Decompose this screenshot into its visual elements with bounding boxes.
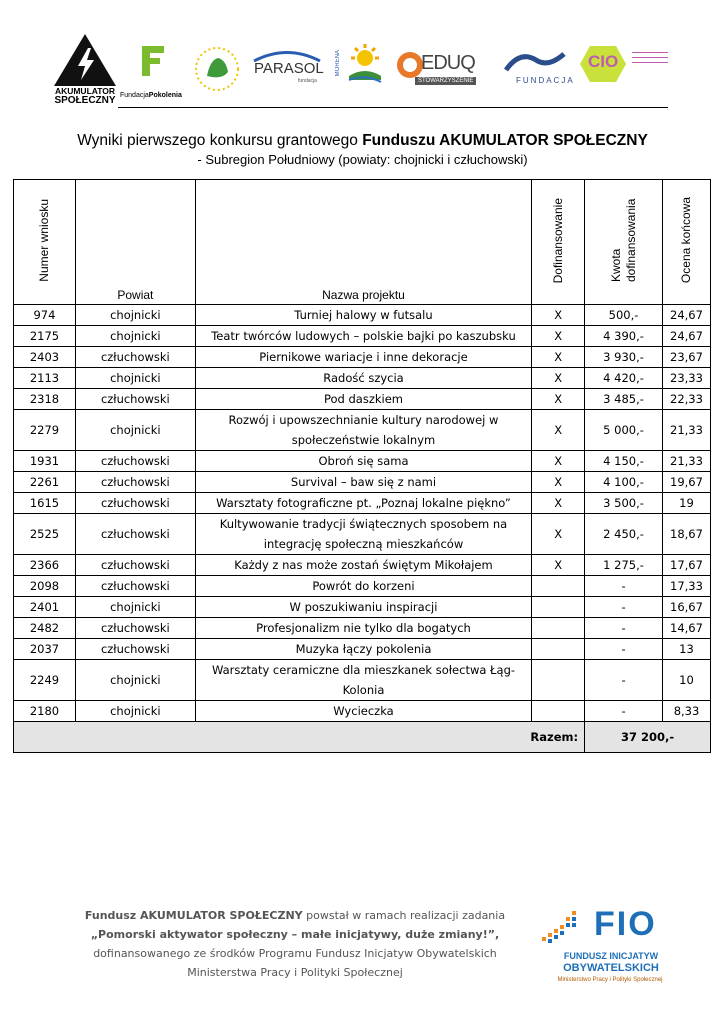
cell-ocena: 19,67 [662, 472, 710, 493]
cell-powiat: człuchowski [75, 493, 195, 514]
lgd-circle-icon [194, 46, 240, 92]
table-row [14, 347, 711, 368]
table-row [14, 555, 711, 576]
cell-nr: 2525 [14, 514, 76, 555]
cell-kwota: 3 930,- [585, 347, 663, 368]
fp-text-a: Fundacja [120, 92, 149, 99]
cell-nazwa: Muzyka łączy pokolenia [195, 639, 531, 660]
header-ocena-text: Ocena końcowa [679, 197, 694, 284]
cell-nazwa: Wycieczka [195, 701, 531, 722]
fio-sub3: Ministerstwo Pracy i Polityki Społecznej [557, 977, 663, 983]
cell-kwota: - [585, 618, 663, 639]
fundacja-text: FUNDACJA [516, 76, 575, 85]
cell-nazwa: W poszukiwaniu inspiracji [195, 597, 531, 618]
cell-powiat: człuchowski [75, 576, 195, 597]
cio-text: CIO [588, 52, 619, 71]
cell-dof: X [532, 410, 585, 451]
table-header-row [14, 180, 711, 305]
eduq-text: EDUQ [421, 52, 475, 74]
header-ocena [662, 180, 710, 305]
footer-line-2: „Pomorski aktywator społeczny – małe inicjatywy, duże zmiany!”, [90, 928, 500, 941]
cell-kwota: 4 150,- [585, 451, 663, 472]
cell-kwota: - [585, 701, 663, 722]
cell-ocena: 17,33 [662, 576, 710, 597]
cell-dof: X [532, 451, 585, 472]
cio-lines [632, 52, 668, 58]
cell-nazwa: Turniej halowy w futsalu [195, 305, 531, 326]
cell-nr: 2318 [14, 389, 76, 410]
eduq-subtext: STOWARZYSZENIE [415, 77, 476, 85]
cio-logo [578, 44, 670, 90]
cell-ocena: 24,67 [662, 305, 710, 326]
cell-ocena: 17,67 [662, 555, 710, 576]
fp-text-b: Pokolenia [148, 92, 182, 99]
fp-icon [138, 44, 168, 78]
table-row [14, 660, 711, 701]
table-row [14, 514, 711, 555]
title-prefix: Wyniki pierwszego konkursu grantowego [77, 132, 363, 149]
fio-text: FIO [594, 905, 657, 943]
table-row [14, 472, 711, 493]
cell-kwota: 3 485,- [585, 389, 663, 410]
cell-powiat: chojnicki [75, 701, 195, 722]
cell-kwota: 500,- [585, 305, 663, 326]
cell-kwota: 4 390,- [585, 326, 663, 347]
table-row [14, 451, 711, 472]
footer-text [60, 906, 530, 982]
sum-row [14, 722, 711, 753]
cell-nr: 974 [14, 305, 76, 326]
cell-powiat: chojnicki [75, 660, 195, 701]
cell-ocena: 10 [662, 660, 710, 701]
cell-dof: X [532, 472, 585, 493]
cell-dof: X [532, 555, 585, 576]
cell-nazwa: Teatr twórców ludowych – polskie bajki po kaszubsku [195, 326, 531, 347]
cell-kwota: 3 500,- [585, 493, 663, 514]
cell-nazwa: Radość szycia [195, 368, 531, 389]
cell-nazwa: Pod daszkiem [195, 389, 531, 410]
parasol-subtext: fundacja [298, 78, 317, 84]
morena-logo [335, 44, 385, 92]
cell-ocena: 23,67 [662, 347, 710, 368]
header-logos [50, 30, 670, 110]
eduq-logo [395, 50, 490, 90]
cell-nazwa: Obroń się sama [195, 451, 531, 472]
cell-dof: X [532, 493, 585, 514]
cell-nazwa: Każdy z nas może zostań świętym Mikołajem [195, 555, 531, 576]
akumulator-logo [50, 30, 120, 110]
footer-line-4: Ministerstwa Pracy i Polityki Społecznej [187, 966, 403, 979]
cell-nazwa-line2: Kolonia [342, 683, 385, 697]
cell-kwota: 4 420,- [585, 368, 663, 389]
cell-nazwa: Piernikowe wariacje i inne dekoracje [195, 347, 531, 368]
table-row [14, 576, 711, 597]
fio-sub1: FUNDUSZ INICJATYW [563, 951, 659, 961]
table-row [14, 305, 711, 326]
cell-powiat: człuchowski [75, 451, 195, 472]
cell-nazwa: Warsztaty fotograficzne pt. „Poznaj lokalne piękno” [195, 493, 531, 514]
fio-dots-icon [540, 907, 580, 947]
cell-nr: 2482 [14, 618, 76, 639]
wave-icon [500, 48, 570, 74]
cell-kwota: - [585, 597, 663, 618]
cell-nr: 2175 [14, 326, 76, 347]
footer-line-1-rest: powstał w ramach realizacji zadania [302, 909, 506, 922]
page-title [0, 132, 725, 150]
header-kwota-text: Kwota dofinansowania [608, 198, 638, 282]
header-kwota [585, 180, 663, 305]
fundacja-pokolenia-logo [120, 44, 180, 104]
akumulator-logo-text-2: SPOŁECZNY [54, 95, 116, 106]
cell-kwota: 4 100,- [585, 472, 663, 493]
cell-nr: 2401 [14, 597, 76, 618]
cell-powiat: chojnicki [75, 326, 195, 347]
cell-dof [532, 660, 585, 701]
cell-powiat: chojnicki [75, 597, 195, 618]
table-row [14, 597, 711, 618]
cell-nazwa-line1: Kultywowanie tradycji świątecznych sposobem na [219, 517, 508, 531]
header-dof-text: Dofinansowanie [551, 197, 566, 284]
cell-nazwa-line2: integrację społeczną mieszkańców [263, 537, 464, 551]
cell-nazwa: Survival – baw się z nami [195, 472, 531, 493]
footer-line-3: dofinansowanego ze środków Programu Fundusz Inicjatyw Obywatelskich [93, 947, 497, 960]
table-row [14, 410, 711, 451]
cell-powiat: człuchowski [75, 514, 195, 555]
cell-ocena: 13 [662, 639, 710, 660]
cell-nr: 2279 [14, 410, 76, 451]
cell-dof [532, 576, 585, 597]
header-dofinansowanie [532, 180, 585, 305]
cell-ocena: 24,67 [662, 326, 710, 347]
cell-dof: X [532, 347, 585, 368]
cell-powiat: człuchowski [75, 347, 195, 368]
akumulator-triangle-icon [50, 30, 120, 88]
cell-nazwa [195, 410, 531, 451]
cell-dof [532, 701, 585, 722]
cell-powiat: człuchowski [75, 618, 195, 639]
cell-ocena: 19 [662, 493, 710, 514]
cell-nr: 2261 [14, 472, 76, 493]
cell-ocena: 23,33 [662, 368, 710, 389]
results-table [13, 179, 711, 753]
cell-nr: 2037 [14, 639, 76, 660]
parasol-logo [250, 48, 330, 88]
header-powiat: Powiat [75, 180, 195, 305]
sum-label: Razem: [14, 722, 585, 753]
cell-ocena: 22,33 [662, 389, 710, 410]
cell-dof: X [532, 368, 585, 389]
cell-ocena: 16,67 [662, 597, 710, 618]
page-subtitle: - Subregion Południowy (powiaty: chojnicki i człuchowski) [197, 152, 528, 167]
cell-nr: 2403 [14, 347, 76, 368]
cell-ocena: 21,33 [662, 451, 710, 472]
cell-powiat: chojnicki [75, 368, 195, 389]
cell-nr: 2098 [14, 576, 76, 597]
akumulator-logo-text-1: AKUMULATOR [54, 86, 116, 96]
table-row [14, 618, 711, 639]
cell-nr: 2249 [14, 660, 76, 701]
cell-powiat: człuchowski [75, 639, 195, 660]
cell-nazwa [195, 660, 531, 701]
header-rule [118, 107, 668, 108]
cell-dof [532, 639, 585, 660]
cell-powiat: chojnicki [75, 305, 195, 326]
table-row [14, 493, 711, 514]
table-row [14, 326, 711, 347]
fio-sub2: OBYWATELSKICH [563, 962, 659, 974]
cell-nazwa-line1: Warsztaty ceramiczne dla mieszkanek sołectwa Łąg- [211, 663, 516, 677]
parasol-text: PARASOL [254, 60, 324, 77]
fio-logo [540, 905, 680, 995]
lgd-logo [194, 46, 240, 92]
cell-nazwa: Powrót do korzeni [195, 576, 531, 597]
cio-lines-2 [632, 62, 668, 69]
cell-ocena: 18,67 [662, 514, 710, 555]
cell-dof: X [532, 326, 585, 347]
cell-dof [532, 618, 585, 639]
cell-kwota: 5 000,- [585, 410, 663, 451]
cell-nr: 1931 [14, 451, 76, 472]
cell-kwota: - [585, 660, 663, 701]
table-row [14, 639, 711, 660]
cell-kwota: - [585, 576, 663, 597]
fp-text [120, 92, 184, 99]
cell-nazwa-line1: Rozwój i upowszechnianie kultury narodowej w [228, 413, 499, 427]
cell-nazwa: Profesjonalizm nie tylko dla bogatych [195, 618, 531, 639]
cell-dof: X [532, 305, 585, 326]
fundacja-wave-logo [500, 48, 575, 92]
cell-nr: 2180 [14, 701, 76, 722]
morena-text: MORENA [335, 50, 341, 77]
cell-kwota: 2 450,- [585, 514, 663, 555]
cell-dof: X [532, 389, 585, 410]
table-row [14, 368, 711, 389]
footer-line-1-bold: Fundusz AKUMULATOR SPOŁECZNY [84, 909, 303, 922]
header-numer [14, 180, 76, 305]
cell-dof: X [532, 514, 585, 555]
cell-kwota: 1 275,- [585, 555, 663, 576]
title-bold: Funduszu AKUMULATOR SPOŁECZNY [362, 132, 648, 149]
table-row [14, 701, 711, 722]
footer-line-1 [60, 906, 530, 925]
cell-powiat: człuchowski [75, 555, 195, 576]
morena-sun-icon [347, 44, 383, 84]
cell-ocena: 8,33 [662, 701, 710, 722]
cell-nr: 2366 [14, 555, 76, 576]
cell-nr: 2113 [14, 368, 76, 389]
cell-kwota: - [585, 639, 663, 660]
table-row [14, 389, 711, 410]
cell-ocena: 14,67 [662, 618, 710, 639]
cell-powiat: człuchowski [75, 472, 195, 493]
cell-nr: 1615 [14, 493, 76, 514]
header-numer-text: Numer wniosku [37, 199, 52, 282]
cell-nazwa [195, 514, 531, 555]
cell-powiat: człuchowski [75, 389, 195, 410]
cell-ocena: 21,33 [662, 410, 710, 451]
cell-powiat: chojnicki [75, 410, 195, 451]
cell-dof [532, 597, 585, 618]
cell-nazwa-line2: społeczeństwie lokalnym [291, 433, 436, 447]
header-nazwa: Nazwa projektu [195, 180, 531, 305]
sum-value: 37 200,- [585, 722, 711, 753]
